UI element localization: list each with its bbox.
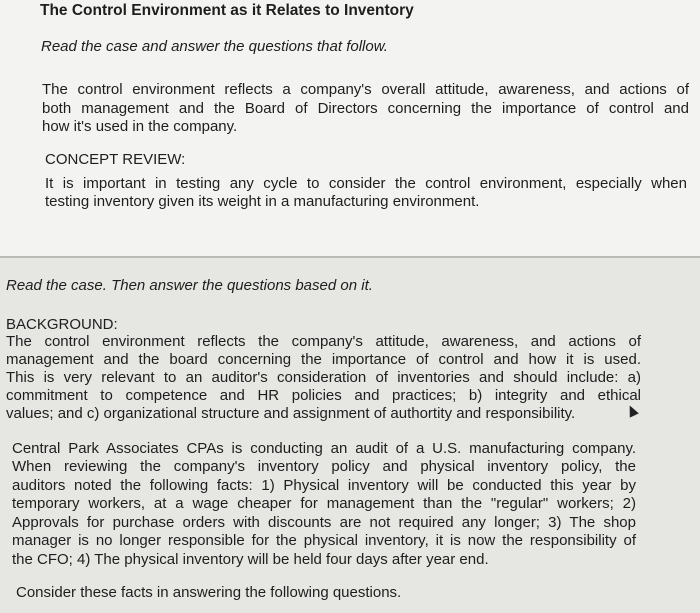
intro-paragraph-line: both management and the Board of Directors concerning the importance of control and	[42, 100, 689, 117]
intro-paragraph-line: how it's used in the company.	[42, 118, 238, 135]
intro-instruction: Read the case and answer the questions that follow.	[41, 38, 388, 55]
background-line: This is very relevant to an auditor's consideration of inventories and should include: a)	[6, 369, 641, 386]
background-heading: BACKGROUND:	[6, 316, 118, 333]
facts-line: Approvals for purchase orders with discounts are not required any longer; 3) The shop	[12, 514, 636, 531]
concept-review-heading: CONCEPT REVIEW:	[45, 151, 186, 168]
background-line: management and the board concerning the importance of control and how it is used.	[6, 351, 641, 368]
background-line: values; and c) organizational structure and assignment of authortity and responsibility.	[6, 405, 576, 422]
closing-text: Consider these facts in answering the following questions.	[16, 584, 402, 601]
page-title: The Control Environment as it Relates to Inventory	[40, 2, 414, 19]
background-line: The control environment reflects the company's attitude, awareness, and actions of	[6, 333, 641, 350]
facts-line: temporary workers, at a wage cheaper for management than the "regular" workers; 2)	[12, 495, 636, 512]
facts-line: auditors noted the following facts: 1) Physical inventory will be conducted this year by	[12, 477, 636, 494]
intro-panel	[0, 0, 700, 258]
concept-line: It is important in testing any cycle to consider the control environment, especially when	[45, 175, 687, 192]
facts-line: the CFO; 4) The physical inventory will be held four days after year end.	[12, 551, 489, 568]
intro-paragraph-line: The control environment reflects a company's overall attitude, awareness, and actions of	[42, 81, 689, 98]
concept-line: testing inventory given its weight in a manufacturing environment.	[45, 193, 480, 210]
background-line: commitment to competence and HR policies and practices; b) integrity and ethical	[6, 387, 641, 404]
facts-line: When reviewing the company's inventory policy and physical inventory policy, the	[12, 458, 636, 475]
facts-line: manager is no longer responsible for the physical inventory, it is now the responsibility of	[12, 532, 636, 549]
case-instruction: Read the case. Then answer the questions based on it.	[6, 277, 373, 294]
facts-line: Central Park Associates CPAs is conducting an audit of a U.S. manufacturing company.	[12, 440, 636, 457]
